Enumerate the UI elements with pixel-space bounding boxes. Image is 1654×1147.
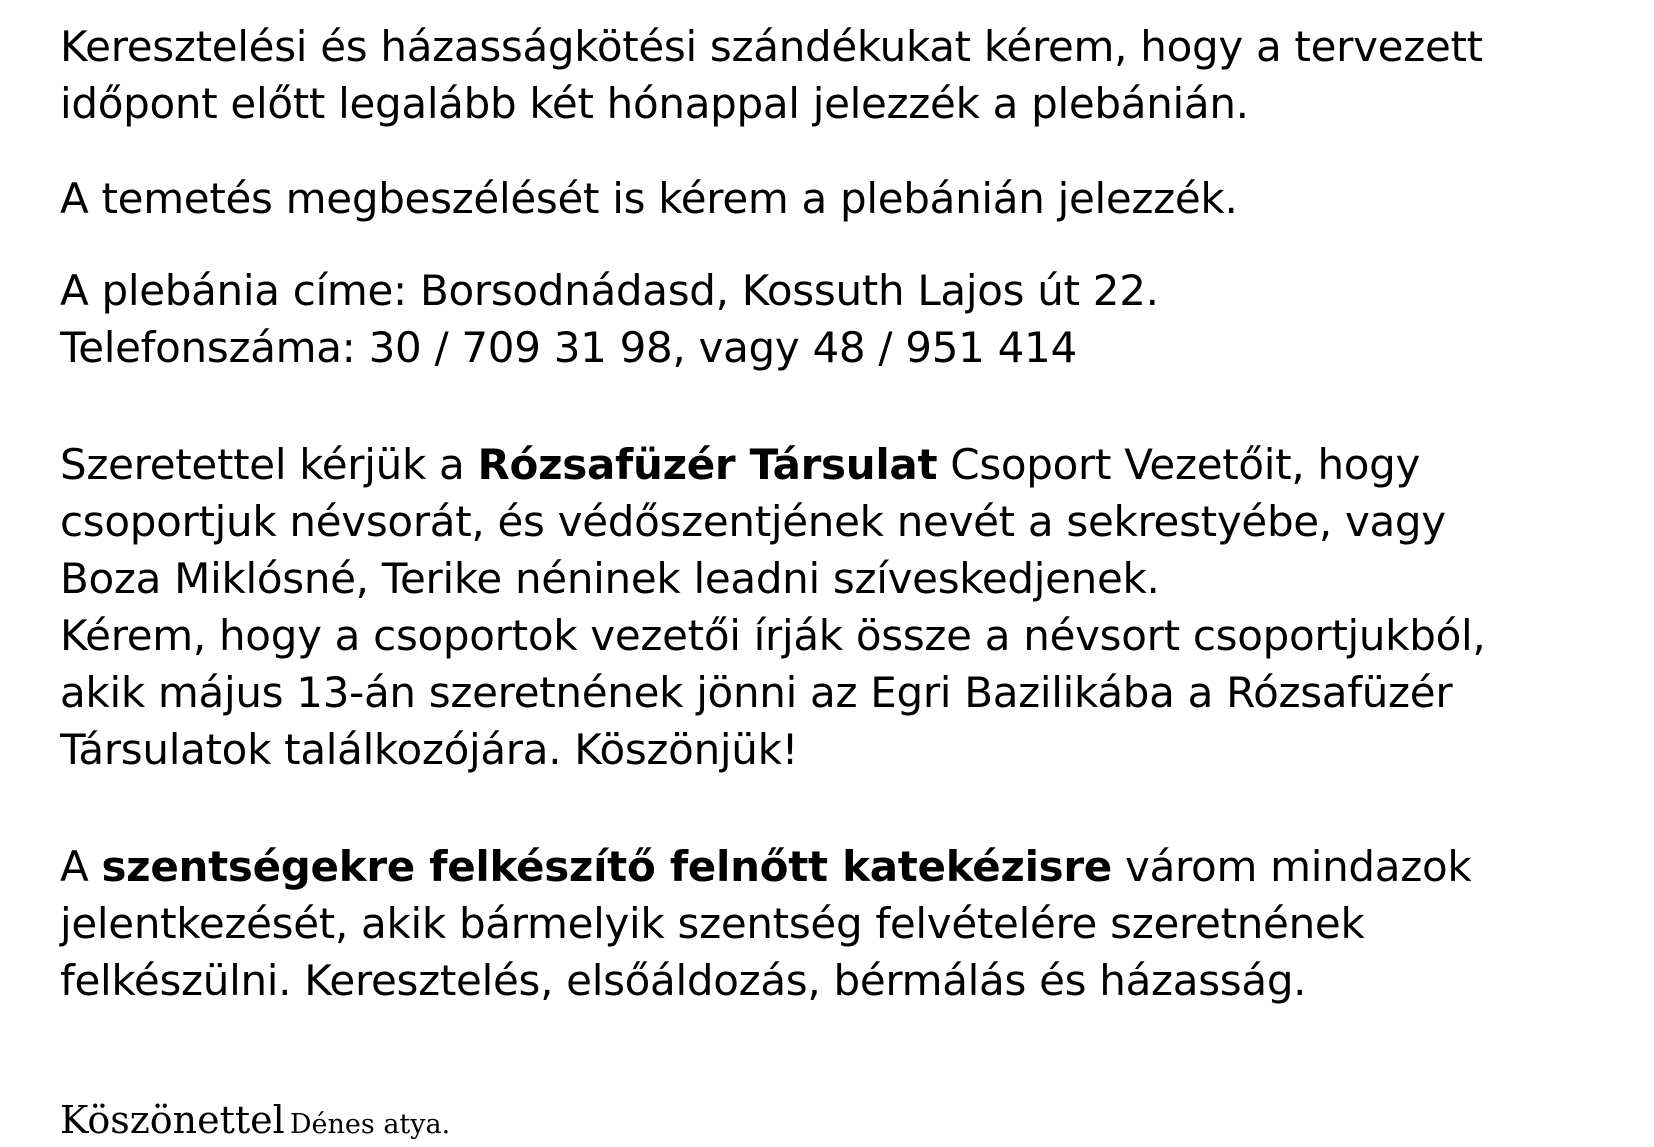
notice-text: Csoport Vezetőit, hogy bbox=[937, 440, 1421, 489]
notice-text: várom mindazok bbox=[1111, 842, 1472, 891]
parish-address: A plebánia címe: Borsodnádasd, Kossuth Lajos út 22. bbox=[60, 266, 1159, 315]
notice-line: akik május 13-án szeretnének jönni az Egri Bazilikába a Rózsafüzér bbox=[60, 668, 1453, 717]
notice-line: Társulatok találkozójára. Köszönjük! bbox=[60, 725, 799, 774]
notice-line: A temetés megbeszélését is kérem a plebánián jelezzék. bbox=[60, 174, 1238, 223]
rosary-society-notice bbox=[60, 436, 1654, 607]
baptism-wedding-notice bbox=[60, 18, 1654, 132]
notice-line: időpont előtt legalább két hónappal jelezzék a plebánián. bbox=[60, 79, 1249, 128]
notice-line: Kérem, hogy a csoportok vezetői írják össze a névsort csoportjukból, bbox=[60, 611, 1486, 660]
parish-phone: Telefonszáma: 30 / 709 31 98, vagy 48 / 951 414 bbox=[60, 323, 1077, 372]
signature-name: Dénes atya. bbox=[289, 1109, 451, 1140]
closing-signature bbox=[60, 1098, 450, 1142]
closing-thanks: Köszönettel bbox=[60, 1098, 285, 1142]
notice-line bbox=[60, 436, 1654, 493]
notice-line bbox=[60, 838, 1654, 895]
rosary-meeting-notice bbox=[60, 607, 1654, 778]
notice-text: Szeretettel kérjük a bbox=[60, 440, 478, 489]
parish-contact bbox=[60, 262, 1654, 376]
notice-line: Boza Miklósné, Terike néninek leadni szíveskedjenek. bbox=[60, 554, 1160, 603]
notice-line: felkészülni. Keresztelés, elsőáldozás, bérmálás és házasság. bbox=[60, 956, 1307, 1005]
notice-line: csoportjuk névsorát, és védőszentjének nevét a sekrestyébe, vagy bbox=[60, 497, 1446, 546]
notice-line: jelentkezését, akik bármelyik szentség felvételére szeretnének bbox=[60, 899, 1365, 948]
funeral-notice bbox=[60, 170, 1654, 227]
catechesis-title: szentségekre felkészítő felnőtt katekézisre bbox=[101, 842, 1112, 891]
notice-text: A bbox=[60, 842, 102, 891]
notice-line: Keresztelési és házasságkötési szándékukat kérem, hogy a tervezett bbox=[60, 22, 1483, 71]
rosary-society-name: Rózsafüzér Társulat bbox=[477, 440, 938, 489]
catechesis-notice bbox=[60, 838, 1654, 1009]
